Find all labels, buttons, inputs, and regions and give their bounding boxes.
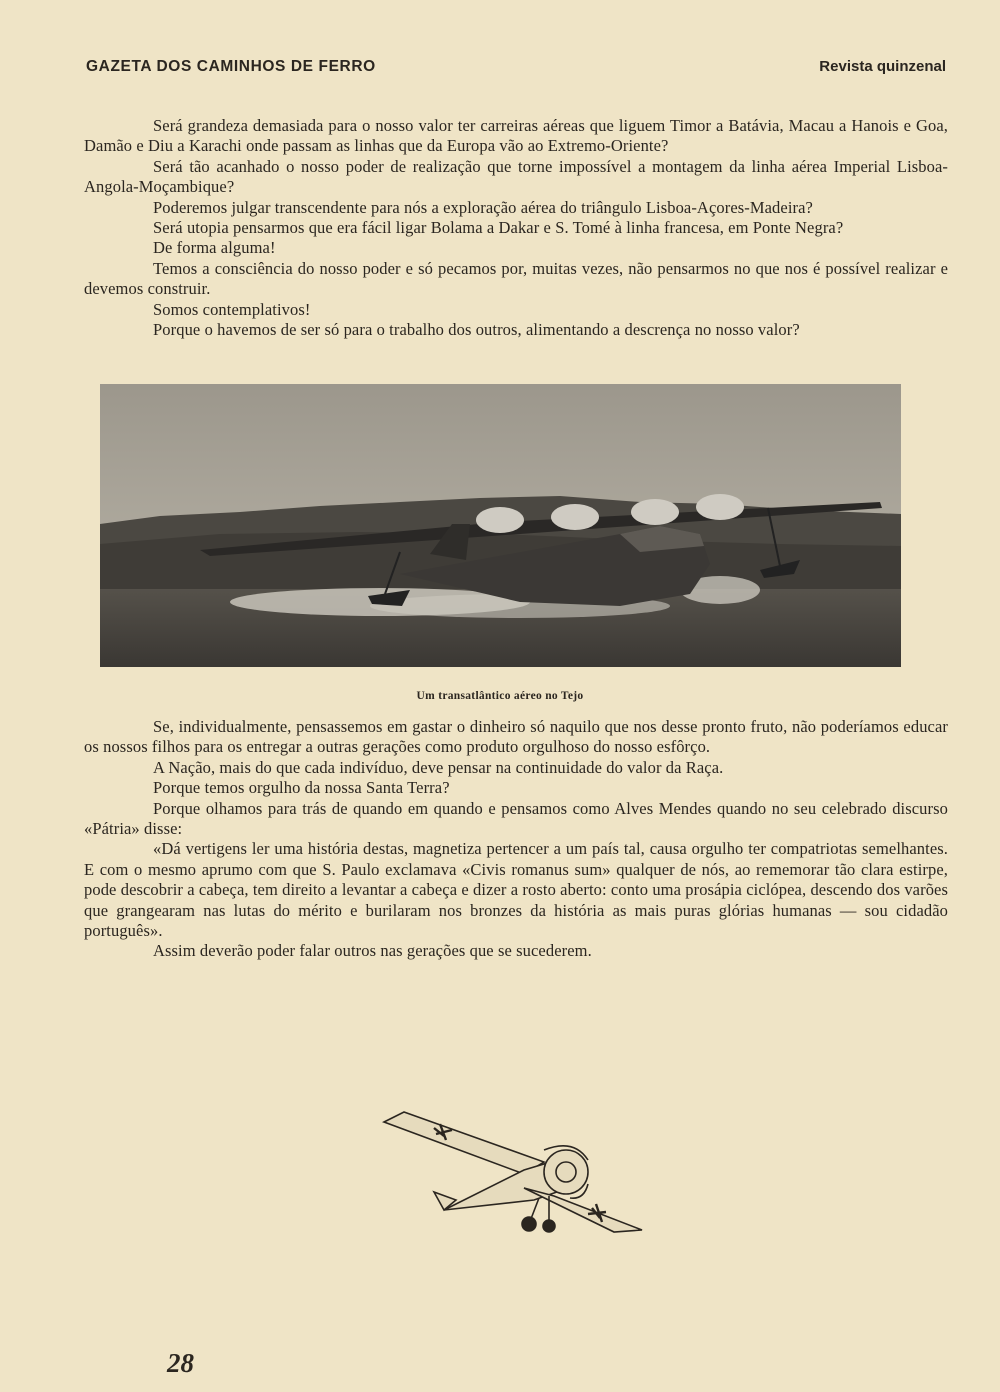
paragraph: Será utopia pensarmos que era fácil ligar Bolama a Dakar e S. Tomé à linha francesa, em Ponte Negra? (153, 218, 844, 238)
paragraph: Porque temos orgulho da nossa Santa Terra? (153, 778, 450, 798)
paragraph: Se, individualmente, pensassemos em gastar o dinheiro só naquilo que nos desse pronto fruto, não poderíamos educar os nossos filhos para os entregar a outras gerações como produto orgulhoso do nosso esfôrço. (84, 717, 948, 757)
paragraph: Somos contemplativos! (153, 299, 311, 319)
page-number: 28 (167, 1348, 194, 1378)
flying-boat-photo (100, 384, 901, 667)
paragraph: De forma alguma! (153, 238, 276, 258)
photo-caption: Um transatlântico aéreo no Tejo (416, 690, 584, 702)
paragraph: «Dá vertigens ler uma história destas, magnetiza pertencer a um país tal, causa orgulho ter compatriotas semelhantes. E com o mesmo aprumo com que S. Paulo exclamava «Civis romanus sum» qualquer de nós, ao rememorar tão clara estirpe, pode descobrir a cabeça, tem direito a levantar a cabeça e dizer a rosto aberto: conto uma prosápia ciclópea, descendo dos varões que grangearam nas lutas do mérito e burilaram nos bronzes da história as mais puras glórias humanas — sou cidadão português». (84, 839, 948, 941)
paragraph: Poderemos julgar transcendente para nós a exploração aérea do triângulo Lisboa-Açores-Madeira? (153, 197, 813, 217)
article-text-bottom (84, 717, 948, 962)
running-head-subtitle: Revista quinzenal (819, 58, 946, 75)
paragraph: Temos a consciência do nosso poder e só pecamos por, muitas vezes, não pensarmos no que nos é possível realizar e devemos construir. (84, 258, 948, 299)
paragraph: Porque olhamos para trás de quando em quando e pensamos como Alves Mendes quando no seu celebrado discurso «Pátria» disse: (84, 798, 948, 839)
paragraph: Será tão acanhado o nosso poder de realização que torne impossível a montagem da linha aérea Imperial Lisboa-Angola-Moçambique? (84, 156, 948, 197)
paragraph: Assim deverão poder falar outros nas gerações que se sucederem. (153, 941, 592, 961)
running-head-title: GAZETA DOS CAMINHOS DE FERRO (86, 58, 376, 75)
paragraph: Será grandeza demasiada para o nosso valor ter carreiras aéreas que liguem Timor a Batávia, Macau a Hanois e Goa, Damão e Diu a Karachi onde passam as linhas que da Europa vão ao Extremo-Oriente? (84, 116, 948, 156)
paragraph: Porque o havemos de ser só para o trabalho dos outros, alimentando a descrença no nosso valor? (153, 320, 800, 340)
article-text-top (84, 116, 948, 340)
monoplane-illustration (374, 1100, 644, 1240)
paragraph: A Nação, mais do que cada indivíduo, deve pensar na continuidade do valor da Raça. (153, 757, 724, 777)
